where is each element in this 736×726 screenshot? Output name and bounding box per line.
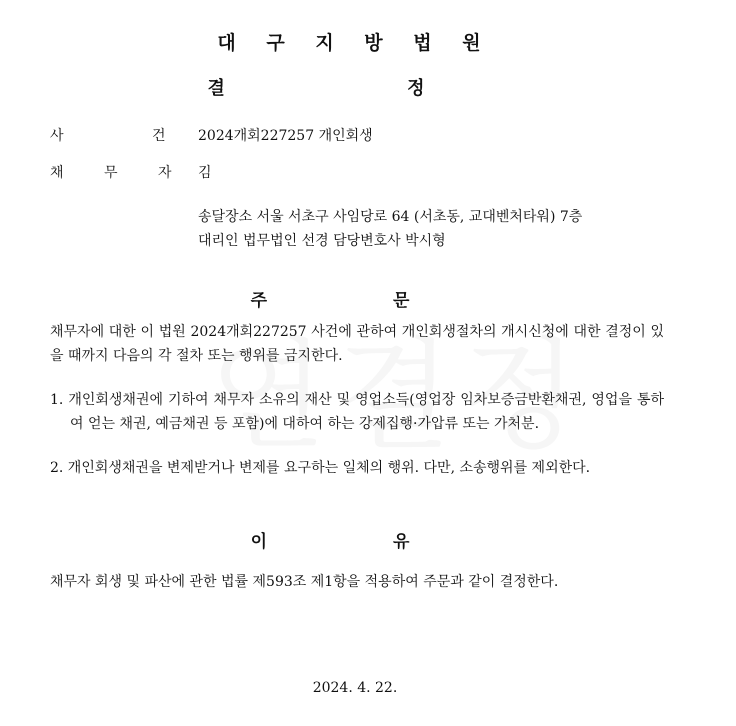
order-text: 채무자에 대한 이 법원 2024개회227257 사건에 관하여 개인회생절차의 개시신청에 대한 결정이 있을 때까지 다음의 각 절차 또는 행위를 금지한다. [50, 324, 664, 364]
decision-date: 2024. 4. 22. [312, 680, 398, 696]
order-item-2: 2. 개인회생채권을 변제받거나 변제를 요구하는 일체의 행위. 다만, 소송행위를 제외한다. [50, 460, 591, 476]
order-item-1: 1. 개인회생채권에 기하여 채무자 소유의 재산 및 영업소득(영업장 임차보증금반환채권, 영업을 통하여 얻는 채권, 예금채권 등 포함)에 대하여 하는 강제집행·가압류 또는 가처분. [50, 392, 664, 432]
debtor-value: 김 [198, 165, 212, 181]
legal-agent: 대리인 법무법인 선경 담당변호사 박시형 [198, 233, 446, 249]
case-label: 사 건 [50, 128, 208, 144]
debtor-label: 채 무 자 [50, 165, 190, 181]
court-name: 대 구 지 방 법 원 [217, 32, 493, 54]
reason-heading: 이 유 [250, 532, 470, 552]
reason-text: 채무자 회생 및 파산에 관한 법률 제593조 제1항을 적용하여 주문과 같이 결정한다. [50, 574, 559, 590]
service-address: 송달장소 서울 서초구 사임당로 64 (서초동, 교대벤처타워) 7층 [198, 209, 583, 225]
document-title: 결 정 [207, 78, 513, 99]
order-heading: 주 문 [250, 291, 470, 311]
case-value: 2024개회227257 개인회생 [198, 128, 373, 144]
